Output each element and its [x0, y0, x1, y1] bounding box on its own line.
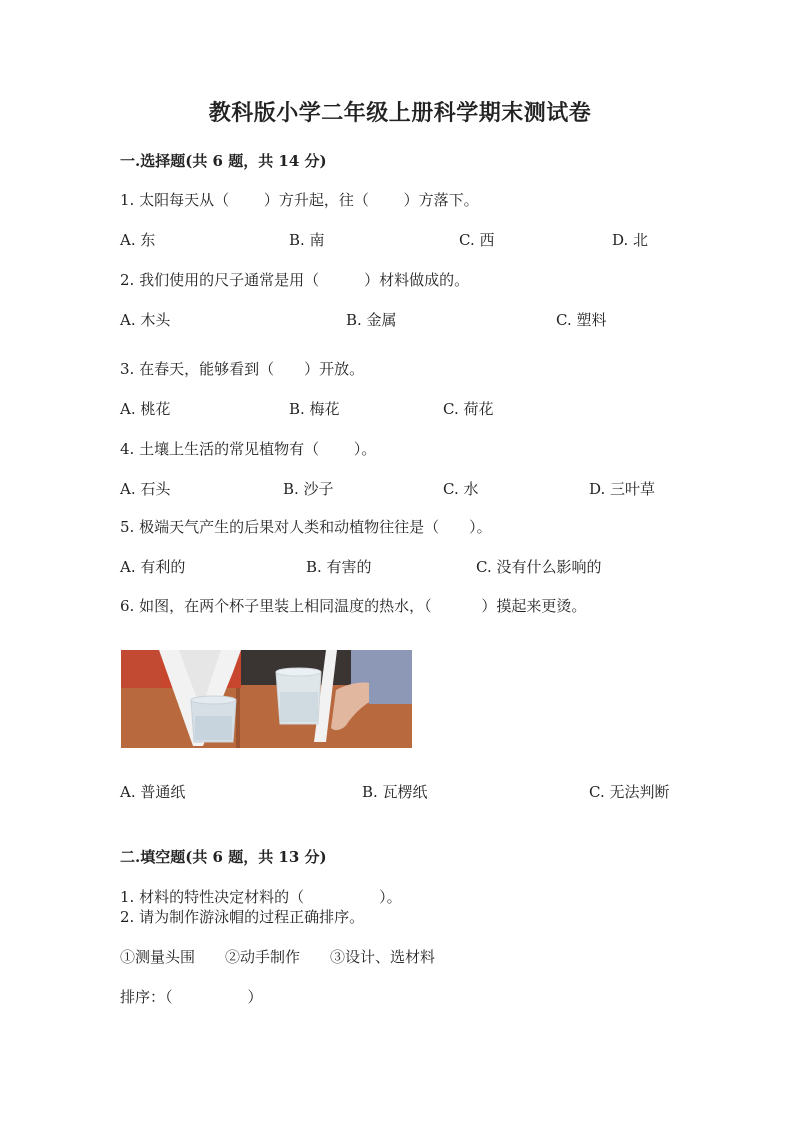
question-4: 4. 土壤上生活的常见植物有（ ）。	[120, 440, 377, 458]
q1-option-b: B. 南	[289, 231, 325, 249]
q1-option-c: C. 西	[459, 231, 495, 249]
question-2: 2. 我们使用的尺子通常是用（ ）材料做成的。	[120, 271, 470, 289]
section-heading-choice: 一.选择题(共 6 题，共 14 分)	[120, 152, 327, 170]
q4-option-c: C. 水	[443, 480, 479, 498]
question-3: 3. 在春天，能够看到（ ）开放。	[120, 360, 365, 378]
q5-option-c: C. 没有什么影响的	[476, 558, 602, 576]
q3-option-a: A. 桃花	[120, 400, 171, 418]
q6-option-b: B. 瓦楞纸	[362, 783, 428, 801]
q5-option-a: A. 有利的	[120, 558, 186, 576]
q4-option-b: B. 沙子	[283, 480, 334, 498]
q1-option-d: D. 北	[612, 231, 649, 249]
fill-question-1: 1. 材料的特性决定材料的（ ）。	[120, 888, 402, 906]
fill-question-2-order: 排序：（ ）	[120, 988, 263, 1006]
question-1: 1. 太阳每天从（ ）方升起，往（ ）方落下。	[120, 191, 479, 209]
fill-question-2: 2. 请为制作游泳帽的过程正确排序。	[120, 908, 365, 926]
q2-option-a: A. 木头	[120, 311, 171, 329]
fill-question-2-steps: ①测量头围 ②动手制作 ③设计、选材料	[120, 948, 436, 966]
q5-option-b: B. 有害的	[306, 558, 372, 576]
section-heading-fill: 二.填空题(共 6 题，共 13 分)	[120, 848, 327, 866]
question-5: 5. 极端天气产生的后果对人类和动植物往往是（ ）。	[120, 518, 492, 536]
q2-option-b: B. 金属	[346, 311, 397, 329]
q2-option-c: C. 塑料	[556, 311, 607, 329]
q4-option-d: D. 三叶草	[589, 480, 656, 498]
q6-option-c: C. 无法判断	[589, 783, 670, 801]
q6-option-a: A. 普通纸	[120, 783, 186, 801]
q3-option-c: C. 荷花	[443, 400, 494, 418]
cups-photo	[121, 650, 412, 748]
q3-option-b: B. 梅花	[289, 400, 340, 418]
q4-option-a: A. 石头	[120, 480, 171, 498]
question-6: 6. 如图，在两个杯子里装上相同温度的热水，（ ）摸起来更烫。	[120, 597, 587, 615]
q1-option-a: A. 东	[120, 231, 156, 249]
page-title: 教科版小学二年级上册科学期末测试卷	[208, 100, 592, 126]
